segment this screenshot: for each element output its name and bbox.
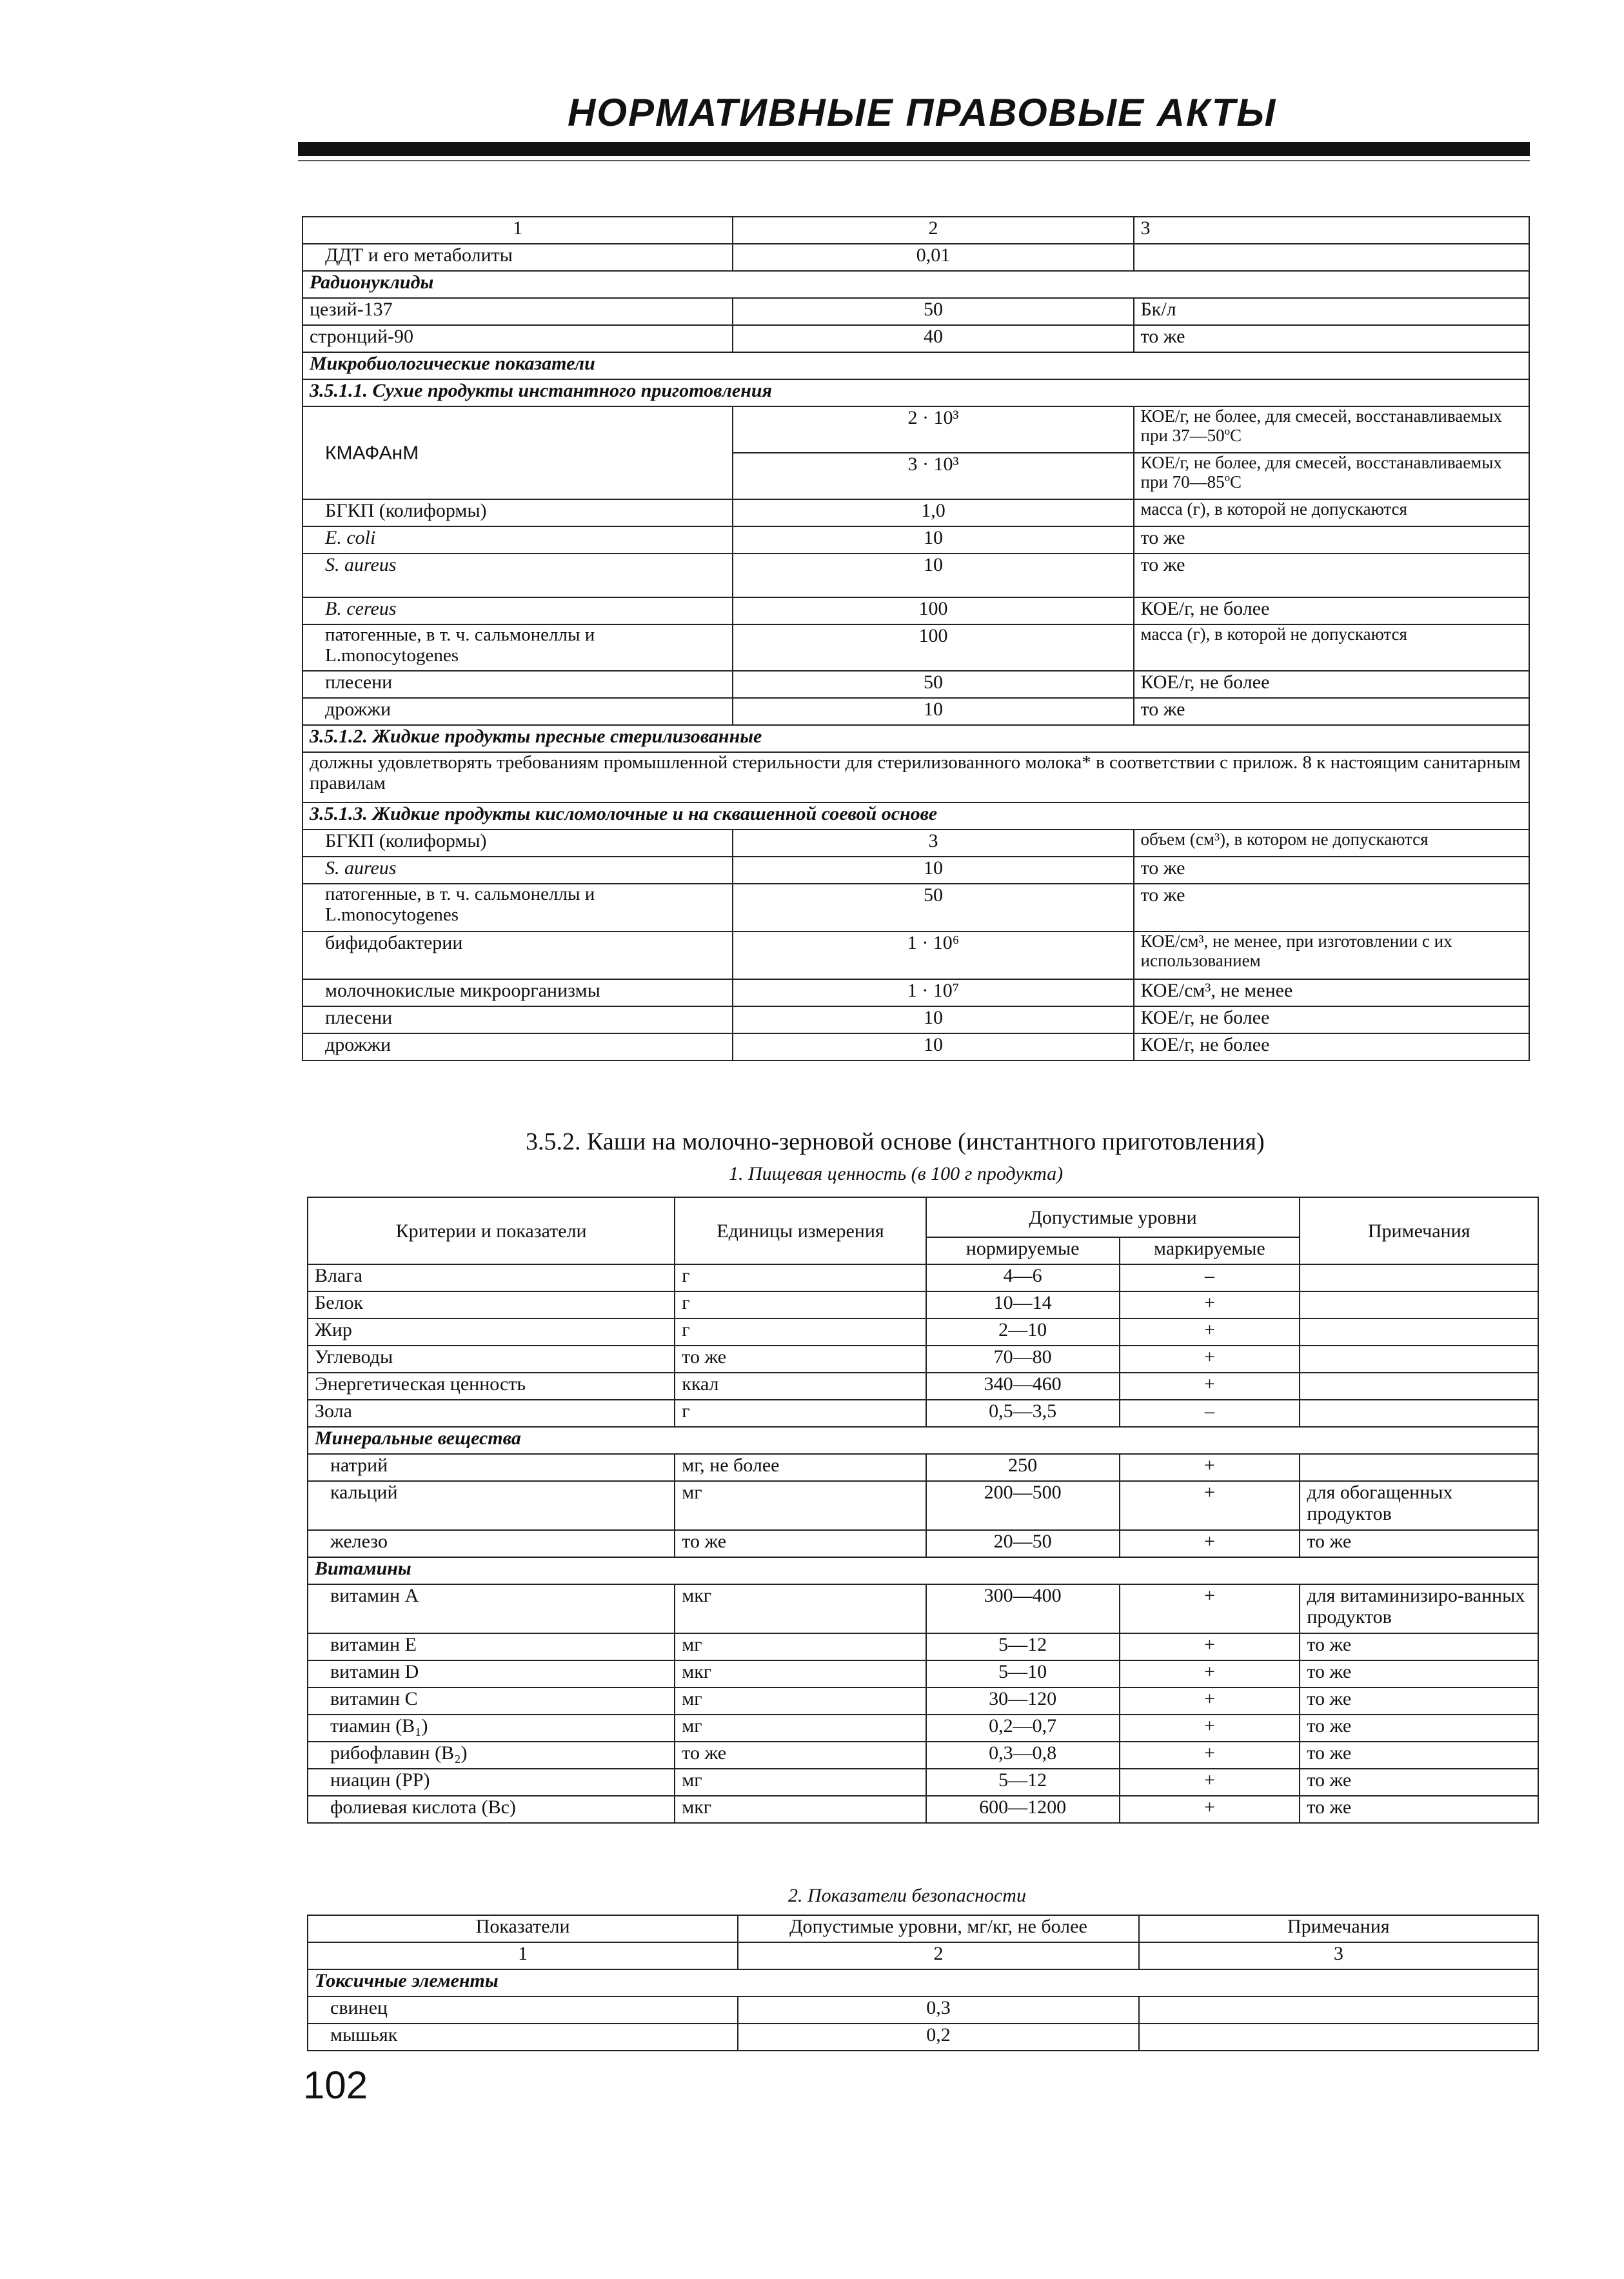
cell-normed: 70—80 xyxy=(926,1346,1120,1373)
cell-unit: мг xyxy=(675,1633,926,1660)
cell-unit: мкг xyxy=(675,1660,926,1687)
table-row xyxy=(302,553,1529,597)
cell-indicator: E. coli xyxy=(302,526,733,553)
cell-unit: мг xyxy=(675,1687,926,1715)
section-title: 3.5.1.1. Сухие продукты инстантного приготовления xyxy=(302,379,1529,406)
cell-note: КОЕ/см³, не менее, при изготовлении с их использованием xyxy=(1134,931,1529,979)
table-row xyxy=(302,1006,1529,1033)
cell-indicator: витамин С xyxy=(308,1687,675,1715)
cell-note xyxy=(1300,1319,1538,1346)
cell-note: КОЕ/г, не более xyxy=(1134,1033,1529,1060)
cell-normed: 5—12 xyxy=(926,1633,1120,1660)
cell-note xyxy=(1139,2024,1538,2051)
cell-marked: – xyxy=(1120,1264,1300,1291)
section-title: 3.5.1.3. Жидкие продукты кисломолочные и на сквашенной соевой основе xyxy=(302,802,1529,830)
table-row xyxy=(302,830,1529,857)
table-row xyxy=(308,1660,1538,1687)
cell-note: КОЕ/г, не более xyxy=(1134,597,1529,624)
table-row xyxy=(308,1915,1538,1942)
table-row xyxy=(308,1197,1538,1237)
header-indicators: Показатели xyxy=(308,1915,738,1942)
page-header-title: НОРМАТИВНЫЕ ПРАВОВЫЕ АКТЫ xyxy=(568,91,1277,134)
cell-note xyxy=(1300,1291,1538,1319)
cell-note xyxy=(1300,1400,1538,1427)
cell-note xyxy=(1300,1454,1538,1481)
section-heading: 3.5.2. Каши на молочно-зерновой основе (инстантного приготовления) xyxy=(526,1128,1265,1155)
table-header-cell: 2 xyxy=(733,217,1133,244)
cell-indicator: B. cereus xyxy=(302,597,733,624)
table-row xyxy=(302,217,1529,244)
cell-indicator: Влага xyxy=(308,1264,675,1291)
cell-unit: г xyxy=(675,1291,926,1319)
cell-note: то же xyxy=(1300,1687,1538,1715)
table-row xyxy=(302,1033,1529,1060)
table-row xyxy=(308,1400,1538,1427)
section-row xyxy=(302,352,1529,379)
cell-indicator: натрий xyxy=(308,1454,675,1481)
table-row xyxy=(308,1530,1538,1557)
cell-unit: то же xyxy=(675,1530,926,1557)
cell-note xyxy=(1134,244,1529,271)
table-microbiology xyxy=(302,216,1530,1061)
cell-unit: мг xyxy=(675,1715,926,1742)
cell-note xyxy=(1139,1996,1538,2024)
cell-note: то же xyxy=(1134,884,1529,931)
cell-value: 100 xyxy=(733,597,1133,624)
cell-indicator: Углеводы xyxy=(308,1346,675,1373)
table-row xyxy=(308,1942,1538,1969)
cell-note: то же xyxy=(1134,526,1529,553)
table-caption: 2. Показатели безопасности xyxy=(788,1885,1026,1906)
cell-indicator: ДДТ и его метаболиты xyxy=(302,244,733,271)
table-row xyxy=(308,1769,1538,1796)
cell-value: 40 xyxy=(733,325,1133,352)
section-row xyxy=(302,802,1529,830)
cell-value: 10 xyxy=(733,857,1133,884)
cell-value: 1 · 10⁶ xyxy=(733,931,1133,979)
cell-indicator: железо xyxy=(308,1530,675,1557)
cell-value: 10 xyxy=(733,698,1133,725)
table-row xyxy=(302,931,1529,979)
cell-unit: мкг xyxy=(675,1584,926,1633)
section-title: 3.5.1.2. Жидкие продукты пресные стерилизованные xyxy=(302,725,1529,752)
header-levels: Допустимые уровни, мг/кг, не более xyxy=(738,1915,1138,1942)
cell-normed: 20—50 xyxy=(926,1530,1120,1557)
cell-note: то же xyxy=(1300,1660,1538,1687)
cell-indicator: патогенные, в т. ч. сальмонеллы и L.monocytogenes xyxy=(302,884,733,931)
table-row xyxy=(308,2024,1538,2051)
cell-value: 10 xyxy=(733,526,1133,553)
table-row xyxy=(302,244,1529,271)
cell-indicator: дрожжи xyxy=(302,1033,733,1060)
column-number: 1 xyxy=(308,1942,738,1969)
table-row xyxy=(308,1319,1538,1346)
cell-note: КОЕ/см³, не менее xyxy=(1134,979,1529,1006)
cell-value: 50 xyxy=(733,671,1133,698)
header-rule xyxy=(298,142,1530,156)
cell-marked: + xyxy=(1120,1633,1300,1660)
cell-note: КОЕ/г, не более xyxy=(1134,671,1529,698)
cell-indicator: Белок xyxy=(308,1291,675,1319)
cell-indicator: свинец xyxy=(308,1996,738,2024)
table-row xyxy=(302,298,1529,325)
cell-note: то же xyxy=(1300,1742,1538,1769)
table-row xyxy=(308,1584,1538,1633)
cell-note: то же xyxy=(1134,698,1529,725)
cell-marked: + xyxy=(1120,1715,1300,1742)
table-nutrition xyxy=(307,1197,1539,1824)
table-row xyxy=(308,1742,1538,1769)
cell-normed: 300—400 xyxy=(926,1584,1120,1633)
table-caption: 1. Пищевая ценность (в 100 г продукта) xyxy=(729,1163,1064,1184)
section-title: Радионуклиды xyxy=(302,271,1529,298)
cell-indicator: S. aureus xyxy=(302,857,733,884)
cell-indicator: Жир xyxy=(308,1319,675,1346)
section-row xyxy=(308,1969,1538,1996)
cell-marked: + xyxy=(1120,1742,1300,1769)
cell-marked: + xyxy=(1120,1373,1300,1400)
table-row xyxy=(308,1481,1538,1530)
cell-normed: 4—6 xyxy=(926,1264,1120,1291)
cell-indicator: кальций xyxy=(308,1481,675,1530)
cell-unit: мкг xyxy=(675,1796,926,1823)
table-row xyxy=(308,1796,1538,1823)
cell-indicator: КМАФАнМ xyxy=(302,406,733,499)
cell-value: 100 xyxy=(733,624,1133,671)
cell-sterility-note: должны удовлетворять требованиям промышленной стерильности для стерилизованного молока* в соответствии с прилож. 8 к настоящим санитарным правилам xyxy=(302,752,1529,802)
cell-note: то же xyxy=(1300,1769,1538,1796)
cell-indicator: плесени xyxy=(302,671,733,698)
cell-indicator: дрожжи xyxy=(302,698,733,725)
cell-value: 2 · 10³ xyxy=(733,406,1133,453)
table-row xyxy=(302,499,1529,526)
section-row xyxy=(302,379,1529,406)
table-row xyxy=(302,698,1529,725)
cell-value: 3 xyxy=(733,830,1133,857)
cell-value: 10 xyxy=(733,553,1133,597)
cell-marked: + xyxy=(1120,1454,1300,1481)
cell-note: Бк/л xyxy=(1134,298,1529,325)
table-row xyxy=(308,1346,1538,1373)
cell-note: то же xyxy=(1134,553,1529,597)
table-row xyxy=(308,1264,1538,1291)
cell-indicator: патогенные, в т. ч. сальмонеллы и L.monocytogenes xyxy=(302,624,733,671)
cell-unit: ккал xyxy=(675,1373,926,1400)
section-row xyxy=(302,725,1529,752)
cell-normed: 340—460 xyxy=(926,1373,1120,1400)
cell-marked: + xyxy=(1120,1584,1300,1633)
cell-indicator: ниацин (PP) xyxy=(308,1769,675,1796)
cell-normed: 30—120 xyxy=(926,1687,1120,1715)
cell-normed: 10—14 xyxy=(926,1291,1120,1319)
cell-marked: + xyxy=(1120,1687,1300,1715)
cell-indicator: витамин D xyxy=(308,1660,675,1687)
cell-unit: мг xyxy=(675,1481,926,1530)
cell-note: масса (г), в которой не допускаются xyxy=(1134,499,1529,526)
table-row xyxy=(302,671,1529,698)
cell-marked: + xyxy=(1120,1481,1300,1530)
section-title: Минеральные вещества xyxy=(308,1427,1538,1454)
table-row xyxy=(308,1454,1538,1481)
cell-marked: + xyxy=(1120,1346,1300,1373)
cell-indicator: мышьяк xyxy=(308,2024,738,2051)
cell-note: то же xyxy=(1300,1633,1538,1660)
cell-marked: + xyxy=(1120,1660,1300,1687)
section-title: Витамины xyxy=(308,1557,1538,1584)
table-row xyxy=(308,1687,1538,1715)
cell-note: КОЕ/г, не более, для смесей, восстанавливаемых при 70—85ºС xyxy=(1134,453,1529,499)
cell-note: то же xyxy=(1134,325,1529,352)
cell-indicator: витамин Е xyxy=(308,1633,675,1660)
cell-normed: 2—10 xyxy=(926,1319,1120,1346)
cell-value: 1,0 xyxy=(733,499,1133,526)
cell-indicator: плесени xyxy=(302,1006,733,1033)
table-row xyxy=(308,1373,1538,1400)
table-row xyxy=(308,1291,1538,1319)
table-safety xyxy=(307,1915,1539,2051)
cell-indicator: цезий-137 xyxy=(302,298,733,325)
section-row xyxy=(302,271,1529,298)
column-number: 3 xyxy=(1139,1942,1538,1969)
header-units: Единицы измерения xyxy=(675,1197,926,1264)
cell-note xyxy=(1300,1346,1538,1373)
cell-normed: 0,2—0,7 xyxy=(926,1715,1120,1742)
cell-marked: + xyxy=(1120,1319,1300,1346)
cell-note: то же xyxy=(1300,1530,1538,1557)
section-title: Микробиологические показатели xyxy=(302,352,1529,379)
cell-note: масса (г), в которой не допускаются xyxy=(1134,624,1529,671)
cell-indicator: БГКП (колиформы) xyxy=(302,499,733,526)
section-title: Токсичные элементы xyxy=(308,1969,1538,1996)
section-row xyxy=(308,1557,1538,1584)
cell-marked: + xyxy=(1120,1769,1300,1796)
cell-indicator: фолиевая кислота (Bc) xyxy=(308,1796,675,1823)
cell-note: то же xyxy=(1300,1715,1538,1742)
cell-indicator: стронций-90 xyxy=(302,325,733,352)
cell-note: КОЕ/г, не более xyxy=(1134,1006,1529,1033)
cell-unit: мг, не более xyxy=(675,1454,926,1481)
header-normed: нормируемые xyxy=(926,1237,1120,1264)
cell-normed: 600—1200 xyxy=(926,1796,1120,1823)
table-header-cell: 3 xyxy=(1134,217,1529,244)
cell-unit: г xyxy=(675,1319,926,1346)
cell-normed: 5—10 xyxy=(926,1660,1120,1687)
table-row xyxy=(302,526,1529,553)
cell-value: 1 · 10⁷ xyxy=(733,979,1133,1006)
cell-value: 10 xyxy=(733,1033,1133,1060)
table-row xyxy=(302,325,1529,352)
cell-normed: 5—12 xyxy=(926,1769,1120,1796)
cell-note: то же xyxy=(1300,1796,1538,1823)
cell-normed: 0,5—3,5 xyxy=(926,1400,1120,1427)
page-number: 102 xyxy=(303,2064,368,2107)
table-row xyxy=(302,597,1529,624)
table-row xyxy=(302,624,1529,671)
header-notes: Примечания xyxy=(1300,1197,1538,1264)
header-rule-thin xyxy=(298,160,1530,161)
table-row xyxy=(308,1996,1538,2024)
cell-indicator: молочнокислые микроорганизмы xyxy=(302,979,733,1006)
cell-indicator: бифидобактерии xyxy=(302,931,733,979)
cell-note: то же xyxy=(1134,857,1529,884)
table-row xyxy=(302,857,1529,884)
cell-marked: + xyxy=(1120,1796,1300,1823)
cell-normed: 0,3—0,8 xyxy=(926,1742,1120,1769)
cell-indicator: витамин А xyxy=(308,1584,675,1633)
cell-value: 0,3 xyxy=(738,1996,1138,2024)
cell-normed: 200—500 xyxy=(926,1481,1120,1530)
cell-unit: то же xyxy=(675,1346,926,1373)
cell-note: для обогащенных продуктов xyxy=(1300,1481,1538,1530)
cell-indicator: тиамин (B₁) xyxy=(308,1715,675,1742)
column-number: 2 xyxy=(738,1942,1138,1969)
cell-marked: + xyxy=(1120,1530,1300,1557)
cell-indicator: Энергетическая ценность xyxy=(308,1373,675,1400)
header-criteria: Критерии и показатели xyxy=(308,1197,675,1264)
cell-value: 0,01 xyxy=(733,244,1133,271)
table-row xyxy=(302,752,1529,802)
table-row xyxy=(302,884,1529,931)
cell-value: 3 · 10³ xyxy=(733,453,1133,499)
table-row xyxy=(302,979,1529,1006)
cell-marked: – xyxy=(1120,1400,1300,1427)
cell-indicator: рибофлавин (B₂) xyxy=(308,1742,675,1769)
cell-note: объем (см³), в котором не допускаются xyxy=(1134,830,1529,857)
cell-indicator: S. aureus xyxy=(302,553,733,597)
section-row xyxy=(308,1427,1538,1454)
header-marked: маркируемые xyxy=(1120,1237,1300,1264)
cell-note: КОЕ/г, не более, для смесей, восстанавливаемых при 37—50ºС xyxy=(1134,406,1529,453)
table-row xyxy=(302,406,1529,453)
header-levels: Допустимые уровни xyxy=(926,1197,1300,1237)
table-row xyxy=(308,1633,1538,1660)
cell-value: 50 xyxy=(733,884,1133,931)
cell-indicator: Зола xyxy=(308,1400,675,1427)
cell-normed: 250 xyxy=(926,1454,1120,1481)
cell-value: 0,2 xyxy=(738,2024,1138,2051)
cell-value: 50 xyxy=(733,298,1133,325)
header-notes: Примечания xyxy=(1139,1915,1538,1942)
table-header-cell: 1 xyxy=(302,217,733,244)
cell-note xyxy=(1300,1264,1538,1291)
table-row xyxy=(308,1715,1538,1742)
cell-indicator: БГКП (колиформы) xyxy=(302,830,733,857)
cell-marked: + xyxy=(1120,1291,1300,1319)
cell-unit: мг xyxy=(675,1769,926,1796)
cell-note xyxy=(1300,1373,1538,1400)
cell-unit: г xyxy=(675,1400,926,1427)
cell-value: 10 xyxy=(733,1006,1133,1033)
cell-unit: то же xyxy=(675,1742,926,1769)
cell-note: для витаминизиро-ванных продуктов xyxy=(1300,1584,1538,1633)
cell-unit: г xyxy=(675,1264,926,1291)
